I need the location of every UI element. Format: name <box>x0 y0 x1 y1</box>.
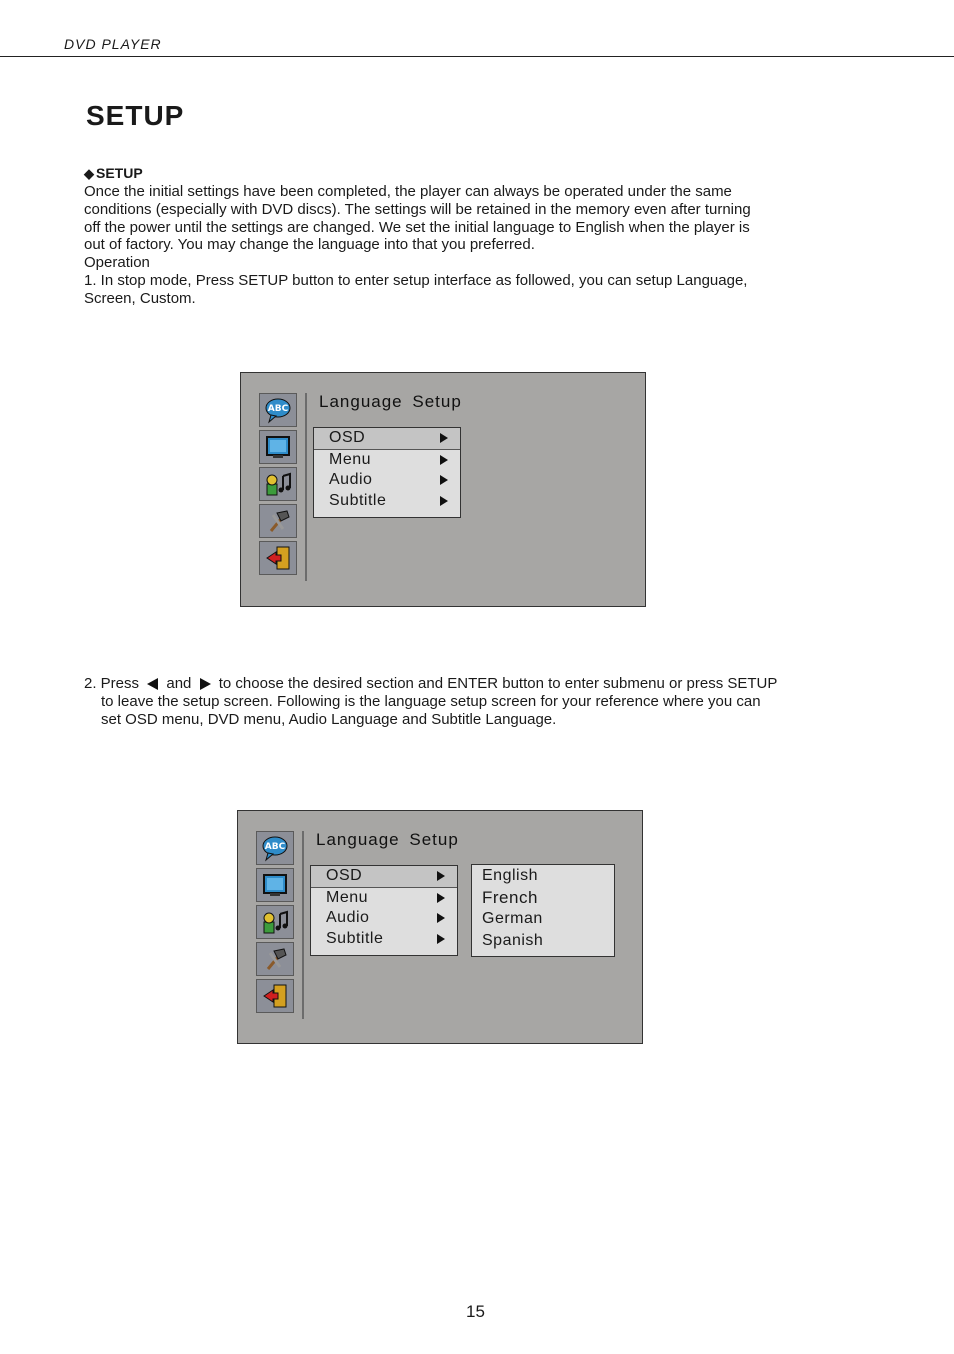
arrow-right-icon <box>440 475 448 485</box>
arrow-right-icon <box>437 913 445 923</box>
arrow-right-icon <box>440 433 448 443</box>
screen-title: Language Setup <box>319 392 462 411</box>
page-number: 15 <box>466 1302 485 1321</box>
audio-icon[interactable] <box>259 467 297 501</box>
step2-and: and <box>166 675 192 692</box>
step2-text <box>84 675 874 729</box>
audio-icon[interactable] <box>256 905 294 939</box>
section-body <box>84 183 874 308</box>
menu-item-subtitle[interactable] <box>311 929 457 950</box>
section-heading <box>84 165 143 182</box>
arrow-right-icon <box>437 871 445 881</box>
body-line: 1. In stop mode, Press SETUP button to enter setup interface as followed, you can setup Language, <box>84 271 748 289</box>
setup-icon-column <box>256 831 304 1019</box>
section-heading-text: SETUP <box>96 165 143 181</box>
screen-icon[interactable] <box>259 430 297 464</box>
header-rule <box>0 56 954 57</box>
language-setup-screen-2 <box>237 810 643 1044</box>
step2-line: to leave the setup screen. Following is the language setup screen for your reference where you can <box>101 693 761 710</box>
menu-item-osd[interactable] <box>311 866 457 888</box>
menu-item-label: Subtitle <box>326 929 384 947</box>
language-menu <box>313 427 461 518</box>
svg-text:ABC: ABC <box>264 842 286 852</box>
menu-item-menu[interactable] <box>311 888 457 909</box>
menu-item-label: OSD <box>329 429 366 446</box>
menu-item-label: Menu <box>329 450 372 468</box>
body-line: Operation <box>84 254 150 272</box>
left-arrow-icon <box>147 678 158 690</box>
step2-pre: 2. Press <box>84 675 140 692</box>
arrow-right-icon <box>440 496 448 506</box>
submenu-item-german[interactable]: German <box>482 910 543 927</box>
svg-text:ABC: ABC <box>267 404 289 414</box>
language-icon[interactable] <box>259 393 297 427</box>
menu-item-label: OSD <box>326 867 363 884</box>
arrow-right-icon <box>437 893 445 903</box>
body-line: conditions (especially with DVD discs). The settings will be retained in the memory even after turning <box>84 200 751 218</box>
body-line: Screen, Custom. <box>84 289 196 307</box>
language-setup-screen-1 <box>240 372 646 607</box>
screen-title: Language Setup <box>316 830 459 849</box>
osd-language-submenu <box>471 864 615 957</box>
submenu-item-french[interactable]: French <box>482 887 538 907</box>
diamond-bullet-icon: ◆ <box>84 166 94 181</box>
header-label: DVD PLAYER <box>64 36 162 52</box>
step2-line: set OSD menu, DVD menu, Audio Language and Subtitle Language. <box>101 711 557 728</box>
submenu-item-english[interactable]: English <box>482 867 538 884</box>
arrow-right-icon <box>440 455 448 465</box>
menu-item-audio[interactable] <box>311 908 457 929</box>
page-title: SETUP <box>86 100 185 131</box>
language-menu <box>310 865 458 956</box>
menu-item-menu[interactable] <box>314 450 460 471</box>
exit-icon[interactable] <box>256 979 294 1013</box>
body-line: Once the initial settings have been completed, the player can always be operated under the same <box>84 183 732 200</box>
step2-post: to choose the desired section and ENTER button to enter submenu or press SETUP <box>218 675 778 692</box>
menu-item-label: Menu <box>326 888 369 906</box>
menu-item-audio[interactable] <box>314 470 460 491</box>
body-line: off the power until the settings are changed. We set the initial language to English when the player is <box>84 218 750 236</box>
setup-icon-column <box>259 393 307 581</box>
language-icon[interactable] <box>256 831 294 865</box>
submenu-item-spanish[interactable]: Spanish <box>482 931 544 949</box>
menu-item-label: Subtitle <box>329 491 387 509</box>
menu-item-label: Audio <box>326 909 370 926</box>
exit-icon[interactable] <box>259 541 297 575</box>
menu-item-subtitle[interactable] <box>314 491 460 512</box>
custom-icon[interactable] <box>259 504 297 538</box>
right-arrow-icon <box>200 678 211 690</box>
arrow-right-icon <box>437 934 445 944</box>
menu-item-label: Audio <box>329 471 373 488</box>
custom-icon[interactable] <box>256 942 294 976</box>
body-line: out of factory. You may change the language into that you preferred. <box>84 236 535 254</box>
menu-item-osd[interactable] <box>314 428 460 450</box>
screen-icon[interactable] <box>256 868 294 902</box>
